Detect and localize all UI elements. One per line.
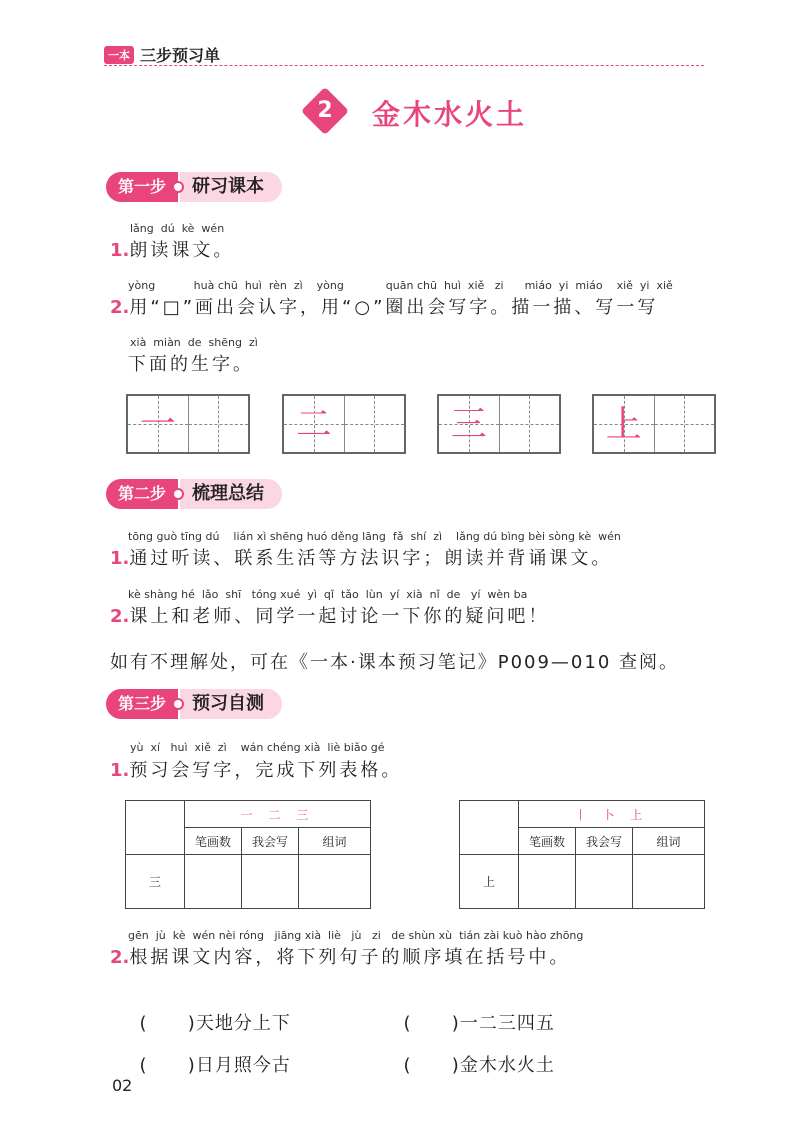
trace-char: 二: [295, 404, 332, 445]
step3-tag: 第三步: [106, 689, 178, 719]
question-number: 1.: [110, 240, 130, 261]
answer-parens[interactable]: ( ): [403, 1055, 460, 1076]
step1-q2-pinyin2: xià miàn de shēng zì: [130, 336, 258, 349]
dot-icon: [172, 488, 184, 500]
step2-note: 如有不理解处，可在《一本·课本预习笔记》P009—010 查阅。: [110, 652, 680, 673]
step3-q2: [110, 943, 570, 969]
step1-q2-pinyin: yòng huà chū huì rèn zì yòng quān chū huì xiě zi miáo yi miáo xiě yi xiě: [128, 279, 673, 292]
question-text: 根据课文内容，将下列句子的顺序填在括号中。: [129, 947, 571, 968]
step3-q1: [110, 756, 402, 782]
question-number: 2.: [110, 297, 130, 318]
order-item-text: 金木水火土: [459, 1055, 555, 1076]
question-text: 课上和老师、同学一起讨论一下你的疑问吧！: [129, 606, 550, 627]
question-number: 1.: [110, 548, 130, 569]
words-answer[interactable]: [633, 855, 705, 909]
step2-tag: 第二步: [106, 479, 178, 509]
step1-title: 研习课本: [180, 172, 282, 202]
trace-char: 三: [450, 404, 487, 445]
step2-header: [106, 479, 282, 509]
question-text: 预习会写字，完成下列表格。: [129, 760, 403, 781]
writing-grid: [282, 394, 406, 454]
step2-q2: [110, 602, 549, 628]
writing-grid: [592, 394, 716, 454]
step3-q2-pinyin: gēn jù kè wén nèi róng jiāng xià liè jù zi de shùn xù tián zài kuò hào zhōng: [128, 929, 584, 942]
lesson-title: 金木水火土: [372, 98, 528, 131]
question-number: 2.: [110, 606, 130, 627]
header-strokes: 笔画数: [185, 828, 242, 855]
grid-cell: [284, 396, 344, 452]
grid-cell: [439, 396, 499, 452]
writing-grid: [126, 394, 250, 454]
char-cell-top: [126, 801, 185, 855]
practice-table: [459, 800, 705, 909]
page-number: 02: [112, 1076, 133, 1095]
writing-grid: [437, 394, 561, 454]
brand-header: [104, 43, 220, 66]
step2-title: 梳理总结: [180, 479, 282, 509]
dot-icon: [172, 181, 184, 193]
trace-char: 一: [139, 404, 176, 445]
grid-cell: [128, 396, 188, 452]
header-strokes: 笔画数: [519, 828, 576, 855]
char-cell-top: [460, 801, 519, 855]
question-text: 朗读课文。: [129, 240, 235, 261]
lesson-number: 2: [317, 98, 333, 123]
header-words: 组词: [633, 828, 705, 855]
big-char: 上: [460, 855, 519, 909]
order-item: [390, 988, 555, 1035]
dot-icon: [172, 698, 184, 710]
lesson-number-badge: [302, 88, 348, 134]
step1-q2-line2: 下面的生字。: [128, 354, 254, 375]
order-item: [126, 1030, 291, 1077]
grid-cell[interactable]: [499, 396, 560, 452]
grid-cell[interactable]: [188, 396, 249, 452]
step1-q2: [110, 293, 658, 319]
step3-title: 预习自测: [180, 689, 282, 719]
header-write: 我会写: [576, 828, 633, 855]
step3-q1-pinyin: yù xí huì xiě zì wán chéng xià liè biǎo gé: [130, 741, 385, 754]
grid-cell[interactable]: [344, 396, 405, 452]
step3-header: [106, 689, 282, 719]
brand-logo: 一本: [104, 46, 134, 64]
stroke-order: 一 二 三: [185, 801, 371, 828]
step1-header: [106, 172, 282, 202]
order-item-text: 天地分上下: [195, 1013, 291, 1034]
strokes-answer[interactable]: [519, 855, 576, 909]
question-number: 2.: [110, 947, 130, 968]
answer-parens[interactable]: ( ): [403, 1013, 460, 1034]
order-item-text: 一二三四五: [459, 1013, 555, 1034]
grid-cell: [594, 396, 654, 452]
header-write: 我会写: [242, 828, 299, 855]
stroke-order: 丨 卜 上: [519, 801, 705, 828]
write-answer[interactable]: [576, 855, 633, 909]
brand-title: 三步预习单: [140, 46, 221, 65]
step2-q1: [110, 544, 612, 570]
order-item: [390, 1030, 555, 1077]
answer-parens[interactable]: ( ): [139, 1013, 196, 1034]
practice-table: [125, 800, 371, 909]
big-char: 三: [126, 855, 185, 909]
strokes-answer[interactable]: [185, 855, 242, 909]
words-answer[interactable]: [299, 855, 371, 909]
answer-parens[interactable]: ( ): [139, 1055, 196, 1076]
trace-char: 上: [605, 404, 642, 445]
step2-q1-pinyin: tōng guò tīng dú lián xì shēng huó děng lāng fǎ shí zì lǎng dú bìng bèi sòng kè wén: [128, 530, 621, 543]
write-answer[interactable]: [242, 855, 299, 909]
grid-cell[interactable]: [654, 396, 715, 452]
header-divider: [104, 65, 704, 66]
step2-q2-pinyin: kè shàng hé lǎo shī tóng xué yì qǐ tǎo lùn yí xià nǐ de yí wèn ba: [128, 588, 528, 601]
step1-tag: 第一步: [106, 172, 178, 202]
order-item: [126, 988, 291, 1035]
question-text: 通过听读、联系生活等方法识字；朗读并背诵课文。: [129, 548, 613, 569]
step1-q1-pinyin: lǎng dú kè wén: [130, 222, 225, 235]
question-number: 1.: [110, 760, 130, 781]
order-item-text: 日月照今古: [195, 1055, 291, 1076]
question-text: 用“□”画出会认字，用“○”圈出会写字。描一描、写一写: [129, 297, 659, 318]
step1-q1: [110, 236, 234, 262]
header-words: 组词: [299, 828, 371, 855]
